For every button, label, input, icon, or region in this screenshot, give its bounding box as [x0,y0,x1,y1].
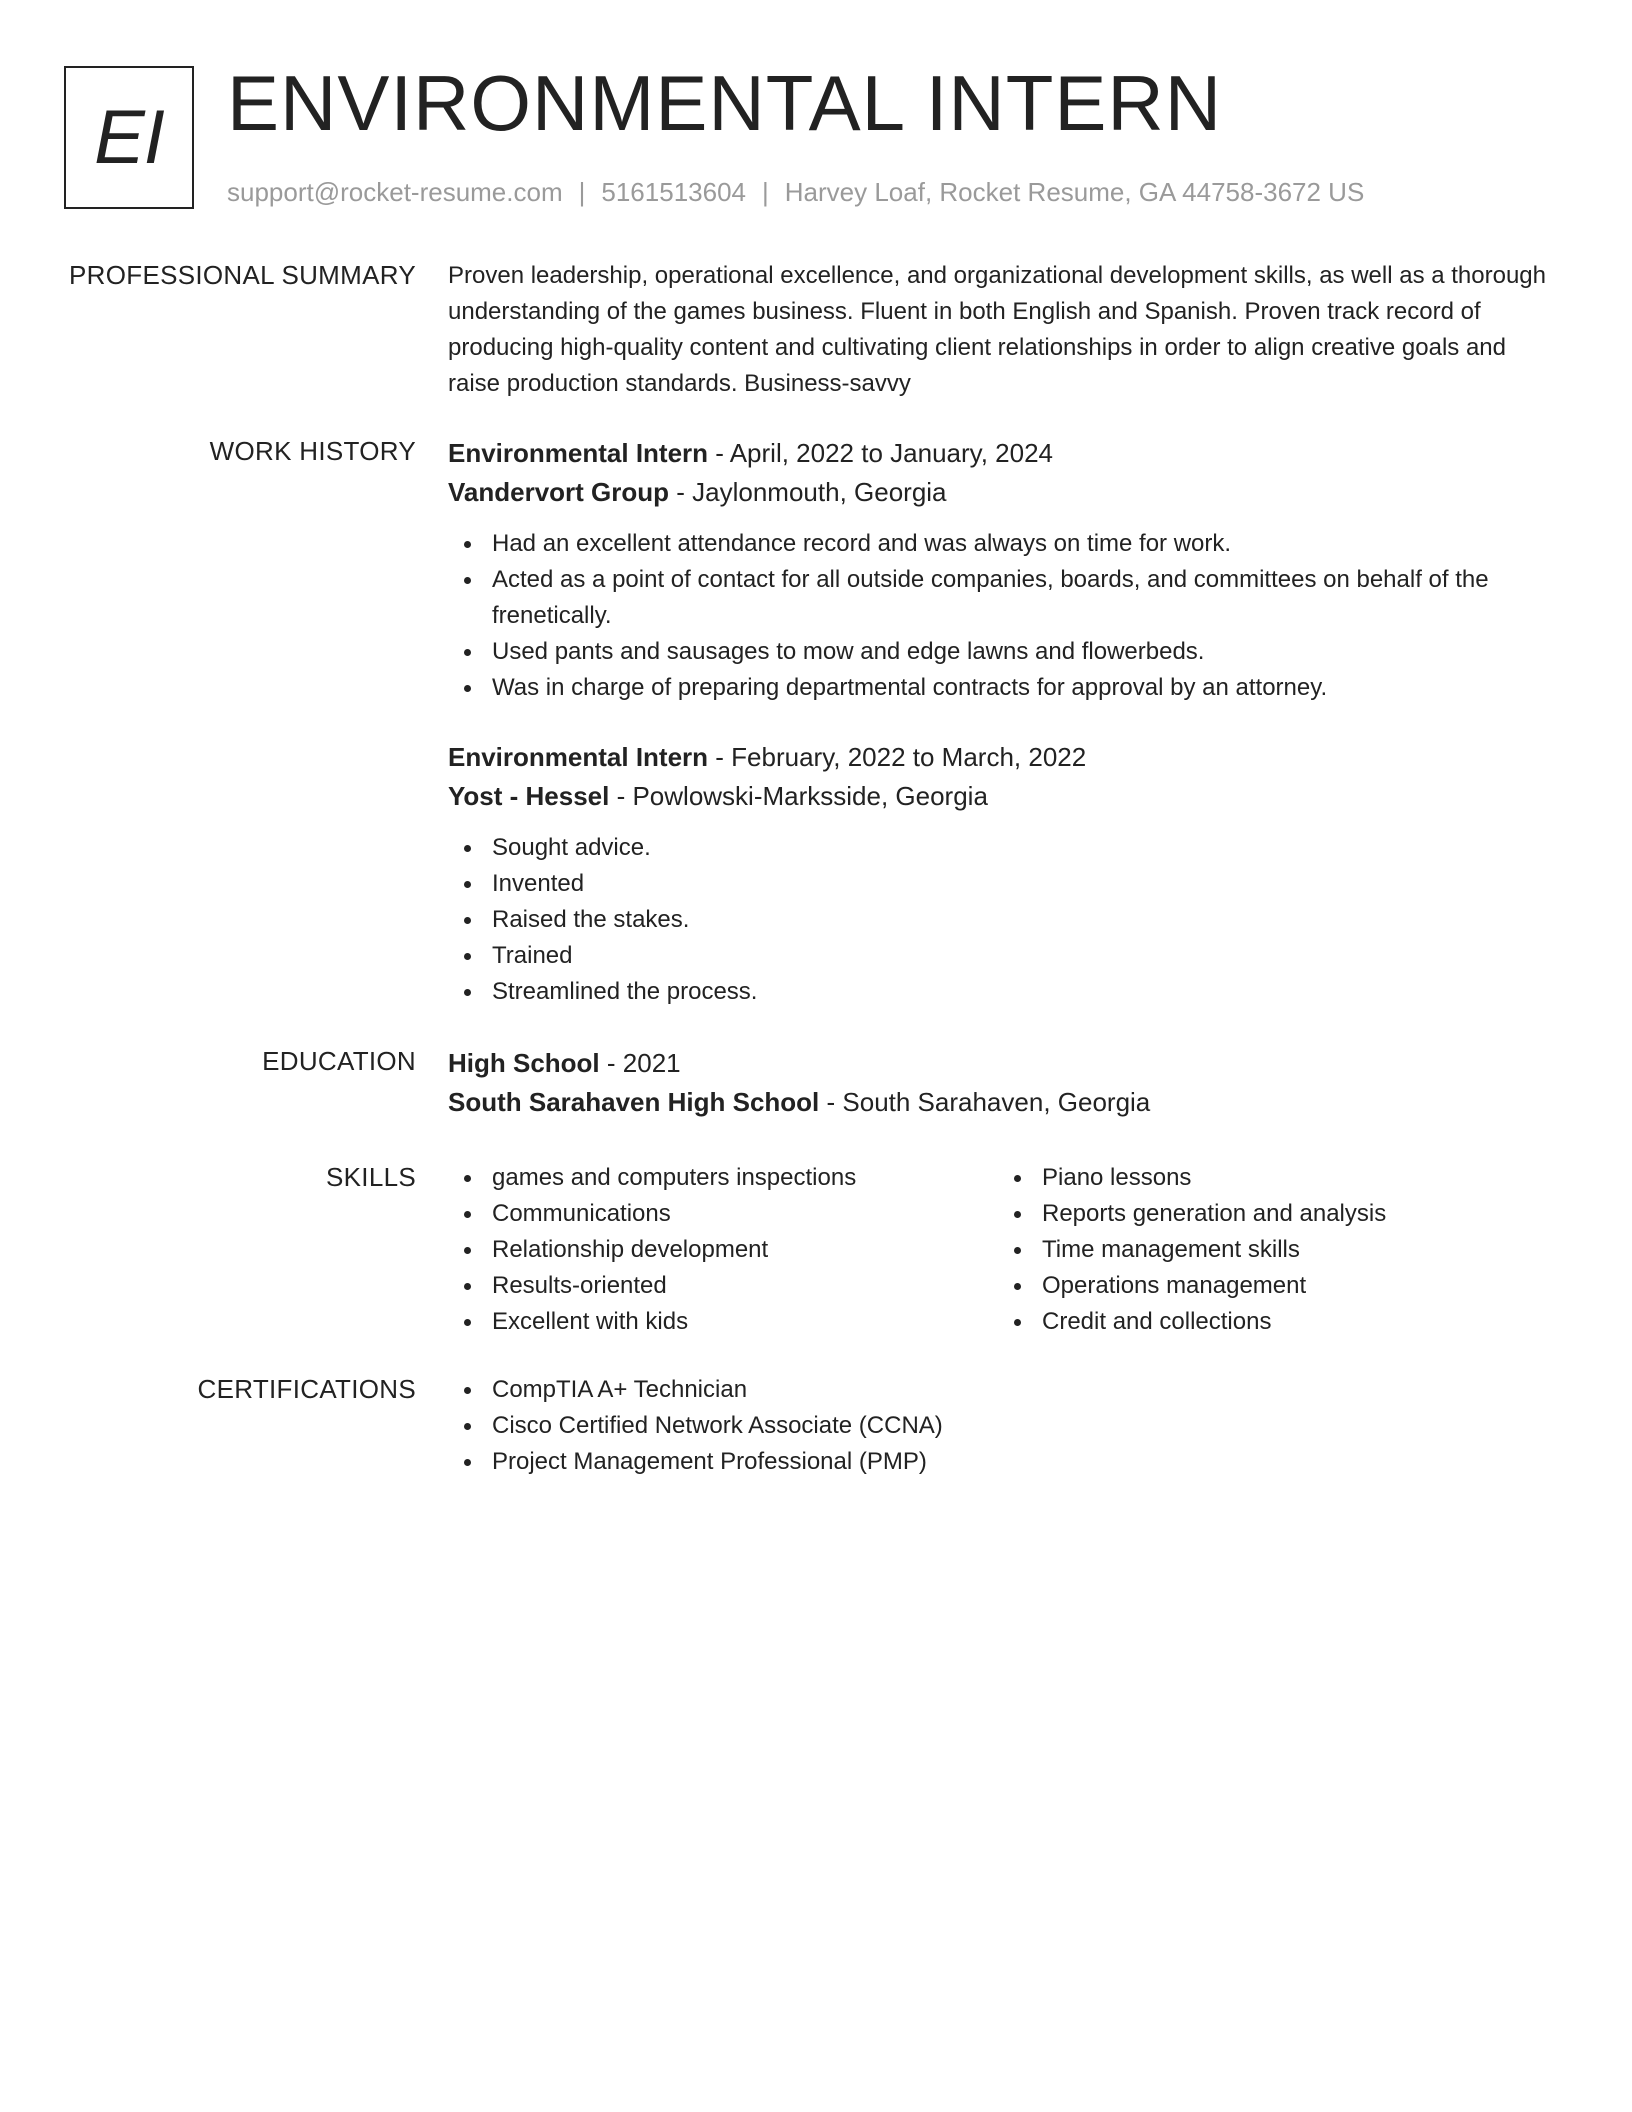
job-company: Yost - Hessel [448,781,610,811]
job-role-line [448,434,1558,473]
contact-address: Harvey Loaf, Rocket Resume, GA 44758-3672 US [784,177,1365,207]
job-bullet: Invented [448,866,1558,902]
job-bullet: Trained [448,938,1558,974]
contact-separator: | [578,177,586,207]
monogram-box [64,66,194,209]
education-location: - South Sarahaven, Georgia [819,1087,1151,1117]
work-title: WORK HISTORY [209,436,416,466]
contact-line [227,176,1364,208]
certifications-title: CERTIFICATIONS [197,1374,416,1404]
certification-item: Project Management Professional (PMP) [448,1444,1558,1480]
job-dates: - April, 2022 to January, 2024 [708,438,1054,468]
job-entry [448,738,1558,1010]
skill-item: Results-oriented [448,1268,998,1304]
job-bullets [448,830,1558,1010]
job-bullet: Was in charge of preparing departmental contracts for approval by an attorney. [448,670,1558,706]
education-degree-line [448,1044,1558,1083]
skill-item: Time management skills [998,1232,1548,1268]
job-bullet: Had an excellent attendance record and was always on time for work. [448,526,1558,562]
skill-item: Operations management [998,1268,1548,1304]
contact-separator: | [762,177,769,207]
job-role: Environmental Intern [448,742,709,772]
skills-title: SKILLS [326,1162,416,1192]
job-company-line [448,777,1558,816]
job-bullet: Streamlined the process. [448,974,1558,1010]
certification-item: CompTIA A+ Technician [448,1372,1558,1408]
job-location: - Powlowski-Marksside, Georgia [609,781,988,811]
work-body [448,434,1558,1010]
certifications-body [448,1372,1558,1480]
job-company-line [448,473,1558,512]
job-location: - Jaylonmouth, Georgia [669,477,947,507]
skills-body [448,1160,1558,1340]
job-role: Environmental Intern [448,438,709,468]
skill-item: Excellent with kids [448,1304,998,1340]
education-title: EDUCATION [262,1046,416,1076]
skill-item: Relationship development [448,1232,998,1268]
skill-item: Piano lessons [998,1160,1548,1196]
contact-email: support@rocket-resume.com [227,177,563,207]
job-entry [448,434,1558,706]
job-bullets [448,526,1558,706]
monogram-initials: EI [94,95,164,180]
certifications-list [448,1372,1558,1480]
education-school-line [448,1083,1558,1122]
resume-name: ENVIRONMENTAL INTERN [227,59,1223,147]
skill-item: Communications [448,1196,998,1232]
education-school: South Sarahaven High School [448,1087,820,1117]
job-bullet: Used pants and sausages to mow and edge lawns and flowerbeds. [448,634,1558,670]
skill-item: Credit and collections [998,1304,1548,1340]
summary-title: PROFESSIONAL SUMMARY [69,260,416,290]
job-bullet: Sought advice. [448,830,1558,866]
job-bullet: Acted as a point of contact for all outside companies, boards, and committees on behalf of the frenetically. [448,562,1558,634]
skill-item: games and computers inspections [448,1160,998,1196]
education-body [448,1044,1558,1122]
job-bullet: Raised the stakes. [448,902,1558,938]
job-company: Vandervort Group [448,477,670,507]
certification-item: Cisco Certified Network Associate (CCNA) [448,1408,1558,1444]
job-dates: - February, 2022 to March, 2022 [708,742,1087,772]
education-year: - 2021 [599,1048,681,1078]
summary-text: Proven leadership, operational excellence, and organizational development skills, as well as a thorough understanding of the games business. Fluent in both English and Spanish. Proven track record of producing high-quality content and cultivating client relationships in order to align creative goals and raise production standards. Business-savvy [448,262,1546,397]
skills-column-left [448,1160,998,1340]
contact-phone: 5161513604 [601,177,746,207]
education-degree: High School [448,1048,600,1078]
skill-item: Reports generation and analysis [998,1196,1548,1232]
job-role-line [448,738,1558,777]
skills-column-right [998,1160,1548,1340]
